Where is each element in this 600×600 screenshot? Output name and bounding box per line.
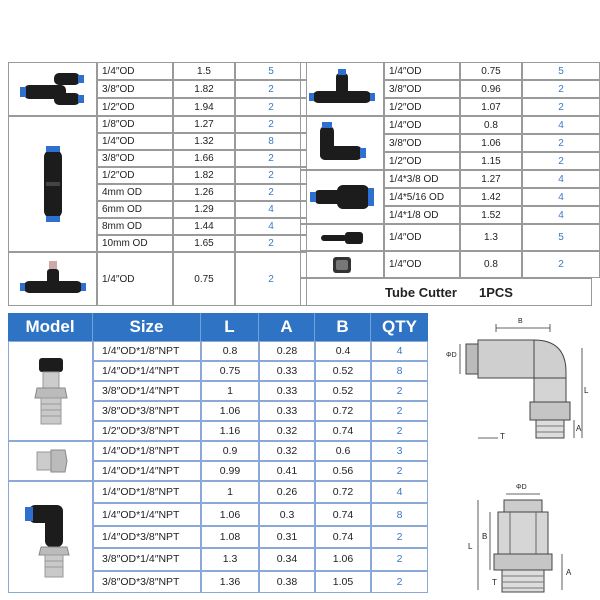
l-cell: 1.06: [201, 401, 259, 421]
qty-cell: 2: [371, 381, 428, 401]
dimension-cell: 1.32: [173, 133, 235, 150]
qty-cell: 2: [522, 251, 600, 278]
b-cell: 0.4: [315, 341, 371, 361]
dimension-cell: 1.26: [173, 184, 235, 201]
reducer-fitting-image: [300, 170, 384, 224]
size-cell: 1/4*5/16 OD: [384, 188, 460, 206]
size-cell: 3/8″OD: [97, 150, 173, 167]
a-cell: 0.33: [259, 401, 315, 421]
bottom-fittings-table: [8, 313, 428, 595]
dimension-cell: 1.65: [173, 235, 235, 252]
female-connector-image: [8, 441, 93, 481]
qty-cell: 2: [522, 80, 600, 98]
size-cell: 1/4″OD*1/4″NPT: [93, 461, 201, 481]
qty-cell: 4: [371, 341, 428, 361]
dimension-cell: 1.15: [460, 152, 522, 170]
size-cell: 1/2″OD: [97, 167, 173, 184]
qty-cell: 2: [371, 571, 428, 593]
tee-fitting-image: [8, 252, 97, 306]
dim-l2-label: L: [468, 542, 473, 551]
qty-cell: 3: [371, 441, 428, 461]
qty-cell: 2: [235, 235, 307, 252]
size-cell: 3/8″OD*3/8″NPT: [93, 401, 201, 421]
size-cell: 1/4*1/8 OD: [384, 206, 460, 224]
qty-cell: 8: [371, 503, 428, 525]
a-cell: 0.28: [259, 341, 315, 361]
l-cell: 0.99: [201, 461, 259, 481]
b-cell: 0.74: [315, 421, 371, 441]
tube-cutter-qty: 1PCS: [478, 284, 513, 300]
b-cell: 0.52: [315, 381, 371, 401]
elbow-diagram: [438, 318, 593, 453]
size-cell: 1/2″OD: [384, 152, 460, 170]
size-cell: 4mm OD: [97, 184, 173, 201]
b-cell: 0.72: [315, 401, 371, 421]
a-cell: 0.32: [259, 421, 315, 441]
b-cell: 0.52: [315, 361, 371, 381]
b-cell: 0.56: [315, 461, 371, 481]
qty-cell: 4: [522, 170, 600, 188]
dimension-cell: 1.94: [173, 98, 235, 116]
header-b: B: [315, 313, 371, 341]
y-fitting-image: [8, 62, 97, 116]
size-cell: 10mm OD: [97, 235, 173, 252]
l-cell: 1.08: [201, 526, 259, 548]
dimension-cell: 1.52: [460, 206, 522, 224]
dimension-cell: 1.29: [173, 201, 235, 218]
size-cell: 1/4″OD*1/4″NPT: [93, 503, 201, 525]
dim-phi-d2-label: ΦD: [516, 484, 527, 491]
dimension-cell: 1.5: [173, 62, 235, 80]
b-cell: 0.74: [315, 503, 371, 525]
elbow-fitting-image: [300, 116, 384, 170]
size-cell: 3/8″OD: [97, 80, 173, 98]
male-elbow-image: [8, 481, 93, 593]
header-size: Size: [93, 313, 201, 341]
size-cell: 1/2″OD*3/8″NPT: [93, 421, 201, 441]
dimension-cell: 1.82: [173, 80, 235, 98]
size-cell: 1/4*3/8 OD: [384, 170, 460, 188]
header-qty: QTY: [371, 313, 428, 341]
qty-cell: 4: [371, 481, 428, 503]
a-cell: 0.41: [259, 461, 315, 481]
header-model: Model: [8, 313, 93, 341]
straight-union-image: [8, 116, 97, 252]
a-cell: 0.3: [259, 503, 315, 525]
qty-cell: 2: [522, 134, 600, 152]
qty-cell: 4: [235, 201, 307, 218]
header-l: L: [201, 313, 259, 341]
a-cell: 0.34: [259, 548, 315, 570]
size-cell: 1/4″OD: [384, 224, 460, 251]
l-cell: 1.3: [201, 548, 259, 570]
size-cell: 3/8″OD*1/4″NPT: [93, 381, 201, 401]
union-tee-image: [300, 62, 384, 116]
size-cell: 3/8″OD*3/8″NPT: [93, 571, 201, 593]
dimension-cell: 1.66: [173, 150, 235, 167]
size-cell: 1/4″OD: [384, 251, 460, 278]
size-cell: 1/4″OD: [384, 62, 460, 80]
dimension-cell: 1.06: [460, 134, 522, 152]
qty-cell: 2: [371, 421, 428, 441]
dim-a2-label: A: [566, 568, 572, 577]
qty-cell: 5: [522, 62, 600, 80]
male-connector-image: [8, 341, 93, 441]
qty-cell: 2: [522, 98, 600, 116]
dim-b-label: B: [518, 318, 523, 325]
qty-cell: 2: [371, 548, 428, 570]
size-cell: 3/8″OD: [384, 134, 460, 152]
dimension-cell: 1.42: [460, 188, 522, 206]
dimension-cell: 0.75: [173, 252, 235, 306]
dimension-cell: 1.27: [460, 170, 522, 188]
size-cell: 1/4″OD*1/8″NPT: [93, 481, 201, 503]
size-cell: 1/2″OD: [384, 98, 460, 116]
qty-cell: 2: [371, 401, 428, 421]
end-cap-image: [300, 251, 384, 278]
plug-fitting-image: [300, 224, 384, 251]
qty-cell: 2: [235, 252, 307, 306]
dimension-cell: 0.8: [460, 251, 522, 278]
qty-cell: 2: [235, 80, 307, 98]
size-cell: 3/8″OD: [384, 80, 460, 98]
qty-cell: 5: [235, 62, 307, 80]
l-cell: 1: [201, 481, 259, 503]
qty-cell: 8: [371, 361, 428, 381]
size-cell: 6mm OD: [97, 201, 173, 218]
qty-cell: 4: [235, 218, 307, 235]
b-cell: 1.06: [315, 548, 371, 570]
l-cell: 1: [201, 381, 259, 401]
dimension-cell: 1.27: [173, 116, 235, 133]
l-cell: 1.16: [201, 421, 259, 441]
size-cell: 1/4″OD: [97, 252, 173, 306]
size-cell: 1/4″OD: [384, 116, 460, 134]
size-cell: 1/4″OD*3/8″NPT: [93, 526, 201, 548]
size-cell: 1/4″OD*1/8″NPT: [93, 441, 201, 461]
a-cell: 0.38: [259, 571, 315, 593]
top-fittings-table: [8, 62, 592, 306]
qty-cell: 4: [522, 206, 600, 224]
dimension-cell: 1.82: [173, 167, 235, 184]
dim-t2-label: T: [492, 578, 497, 587]
qty-cell: 2: [235, 167, 307, 184]
size-cell: 1/8″OD: [97, 116, 173, 133]
qty-cell: 2: [371, 526, 428, 548]
size-cell: 1/4″OD: [97, 62, 173, 80]
dimension-cell: 0.75: [460, 62, 522, 80]
a-cell: 0.31: [259, 526, 315, 548]
dim-a-label: A: [576, 424, 582, 433]
a-cell: 0.33: [259, 361, 315, 381]
a-cell: 0.26: [259, 481, 315, 503]
b-cell: 0.6: [315, 441, 371, 461]
b-cell: 0.72: [315, 481, 371, 503]
tube-cutter-cell: [300, 278, 592, 306]
l-cell: 0.8: [201, 341, 259, 361]
l-cell: 0.75: [201, 361, 259, 381]
tube-cutter-label: Tube Cutter: [385, 284, 457, 300]
dim-t-label: T: [500, 432, 505, 441]
header-a: A: [259, 313, 315, 341]
dim-l-label: L: [584, 386, 589, 395]
dimension-cell: 0.96: [460, 80, 522, 98]
qty-cell: 2: [235, 98, 307, 116]
dimension-cell: 1.3: [460, 224, 522, 251]
qty-cell: 5: [522, 224, 600, 251]
size-cell: 1/4″OD: [97, 133, 173, 150]
dim-b2-label: B: [482, 532, 488, 541]
straight-connector-diagram: [448, 486, 593, 596]
size-cell: 1/4″OD*1/8″NPT: [93, 341, 201, 361]
l-cell: 1.36: [201, 571, 259, 593]
dim-phi-d-label: ΦD: [446, 352, 457, 359]
qty-cell: 8: [235, 133, 307, 150]
l-cell: 1.06: [201, 503, 259, 525]
qty-cell: 2: [235, 150, 307, 167]
qty-cell: 2: [371, 461, 428, 481]
a-cell: 0.32: [259, 441, 315, 461]
qty-cell: 4: [522, 116, 600, 134]
qty-cell: 2: [235, 184, 307, 201]
size-cell: 8mm OD: [97, 218, 173, 235]
a-cell: 0.33: [259, 381, 315, 401]
l-cell: 0.9: [201, 441, 259, 461]
qty-cell: 4: [522, 188, 600, 206]
qty-cell: 2: [522, 152, 600, 170]
dimension-cell: 0.8: [460, 116, 522, 134]
b-cell: 0.74: [315, 526, 371, 548]
size-cell: 1/4″OD*1/4″NPT: [93, 361, 201, 381]
b-cell: 1.05: [315, 571, 371, 593]
dimension-cell: 1.44: [173, 218, 235, 235]
size-cell: 1/2″OD: [97, 98, 173, 116]
dimension-cell: 1.07: [460, 98, 522, 116]
qty-cell: 2: [235, 116, 307, 133]
size-cell: 3/8″OD*1/4″NPT: [93, 548, 201, 570]
